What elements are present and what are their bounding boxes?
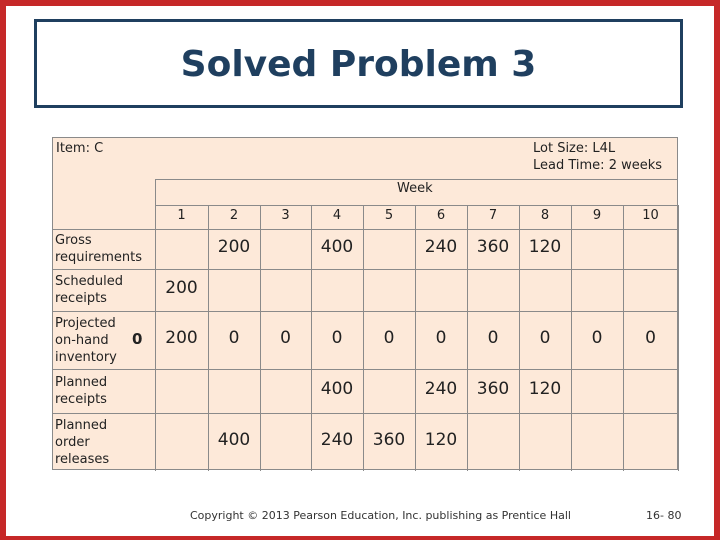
week-number: 1 (177, 208, 186, 223)
cell-value: 360 (372, 430, 406, 450)
cell-value: 120 (424, 430, 458, 450)
slide-title: Solved Problem 3 (180, 44, 537, 85)
week-number: 5 (384, 208, 394, 223)
cell-value: 0 (487, 328, 499, 348)
frame-left-bar (0, 0, 6, 540)
lead-time-label: Lead Time: 2 weeks (533, 158, 663, 173)
week-row-line (155, 205, 678, 206)
item-label: Item: C (56, 141, 104, 156)
week-number: 8 (540, 208, 550, 223)
cell-value: 240 (424, 379, 458, 399)
grid-hline (53, 311, 678, 312)
cell-value: 0 (435, 328, 447, 348)
week-number: 4 (332, 208, 342, 223)
row-label: Planned receipts (55, 375, 108, 407)
cell-value: 400 (320, 237, 354, 257)
week-bracket-line (155, 179, 678, 180)
row-label: Planned order releases (55, 417, 110, 467)
cell-value: 0 (280, 328, 291, 348)
initial-inventory: 0 (132, 330, 143, 348)
frame-bottom-bar (0, 536, 720, 540)
grid-hline (53, 413, 678, 414)
title-box (34, 19, 683, 108)
week-number: 9 (592, 208, 602, 223)
week-header: Week (397, 181, 433, 196)
cell-value: 0 (539, 328, 551, 348)
cell-value: 0 (645, 328, 656, 348)
cell-value: 360 (476, 379, 510, 399)
cell-value: 240 (320, 430, 354, 450)
copyright-text: Copyright © 2013 Pearson Education, Inc. publishing as Prentice Hall (190, 509, 571, 522)
cell-value: 0 (383, 328, 395, 348)
cell-value: 240 (424, 237, 458, 257)
cell-value: 360 (476, 237, 510, 257)
week-number: 7 (488, 208, 498, 223)
cell-value: 0 (331, 328, 343, 348)
grid-vline (623, 205, 624, 471)
grid-hline (53, 229, 678, 230)
cell-value: 120 (528, 379, 562, 399)
frame-right-bar (714, 0, 720, 540)
cell-value: 400 (217, 430, 251, 450)
mrp-table (52, 137, 678, 470)
lot-size-label: Lot Size: L4L (533, 141, 616, 156)
row-label: Gross requirements (55, 233, 142, 265)
row-label: Scheduled receipts (55, 274, 123, 306)
cell-value: 200 (165, 278, 198, 298)
row-label: Projected on-hand inventory (55, 315, 117, 365)
grid-hline (53, 269, 678, 270)
cell-value: 0 (591, 328, 603, 348)
cell-value: 200 (165, 328, 198, 348)
week-number: 10 (642, 208, 659, 223)
page-number: 16- 80 (646, 509, 682, 522)
cell-value: 400 (320, 379, 354, 399)
cell-value: 200 (217, 237, 251, 257)
grid-vline (678, 205, 679, 471)
frame-top-bar (0, 0, 720, 6)
cell-value: 0 (228, 328, 240, 348)
week-number: 2 (229, 208, 239, 223)
grid-hline (53, 369, 678, 370)
cell-value: 120 (528, 237, 562, 257)
week-number: 3 (281, 208, 290, 223)
week-number: 6 (436, 208, 446, 223)
